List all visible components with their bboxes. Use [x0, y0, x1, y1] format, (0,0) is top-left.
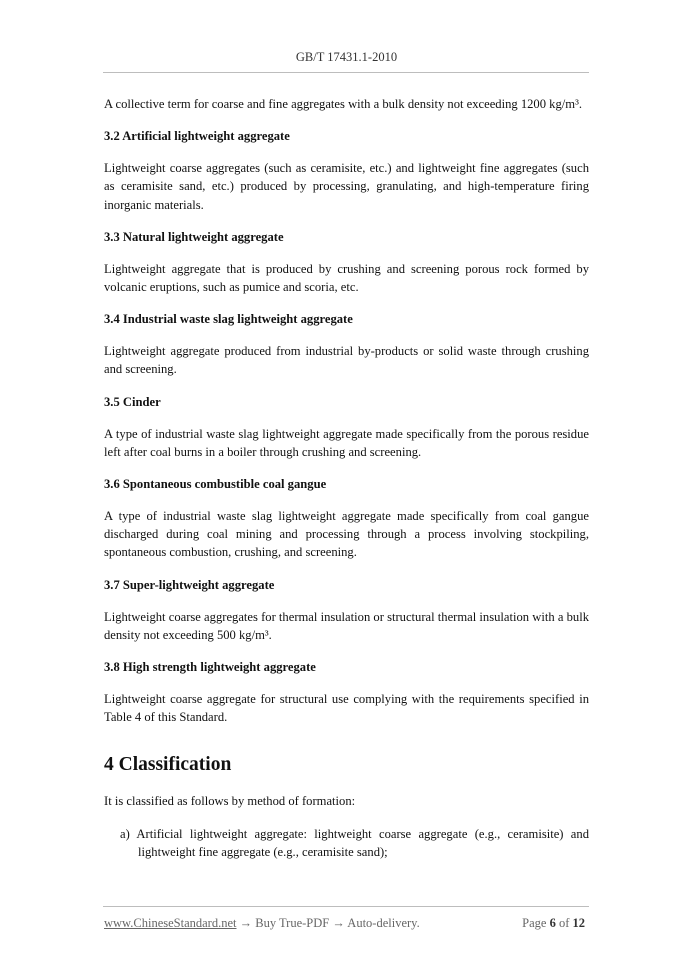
term-title-3-8: 3.8 High strength lightweight aggregate	[104, 660, 316, 675]
footer-promo	[104, 916, 420, 931]
list-item: a) Artificial lightweight aggregate: lightweight coarse aggregate (e.g., ceramisite) and lightweight fine aggregate (e.g., ceramisite sand);	[120, 826, 589, 859]
term-title-3-3: 3.3 Natural lightweight aggregate	[104, 229, 284, 244]
term-title-3-6: 3.6 Spontaneous combustible coal gangue	[104, 477, 327, 492]
classification-intro: It is classified as follows by method of formation:	[104, 794, 356, 809]
website-link[interactable]: www.ChineseStandard.net	[104, 916, 237, 930]
term-definition-3-2: Lightweight coarse aggregates (such as ceramisite, etc.) and lightweight fine aggregates (such as ceramisite sand, etc.) produced by processing, granulating, and high-temperature firing inorganic materials.	[104, 161, 589, 212]
page-number	[522, 916, 585, 931]
header-divider	[103, 72, 589, 73]
term-definition-3-6: A type of industrial waste slag lightweight aggregate made specifically from coal gangue discharged during coal mining and processing through a process involving stockpiling, spontaneous combustion, crushing, and screening.	[104, 509, 589, 560]
term-title-3-4: 3.4 Industrial waste slag lightweight aggregate	[104, 312, 353, 327]
footer-divider	[103, 906, 589, 907]
term-definition-3-5: A type of industrial waste slag lightweight aggregate made specifically from the porous residue left after coal burns in a boiler through crushing and screening.	[104, 426, 589, 459]
page-header	[0, 50, 693, 65]
promo-text: → Buy True-PDF → Auto-delivery.	[236, 916, 420, 930]
current-page: 6	[549, 916, 556, 930]
term-definition-3-4: Lightweight aggregate produced from industrial by-products or solid waste through crushing and screening.	[104, 344, 589, 377]
term-title-3-2: 3.2 Artificial lightweight aggregate	[104, 129, 290, 144]
page-content	[104, 95, 589, 875]
term-title-3-7: 3.7 Super-lightweight aggregate	[104, 577, 275, 592]
document-number: GB/T 17431.1-2010	[295, 50, 398, 64]
term-definition-3-3: Lightweight aggregate that is produced by crushing and screening porous rock formed by volcanic eruptions, such as pumice and scoria, etc.	[104, 261, 589, 295]
term-definition-3-8: Lightweight coarse aggregate for structural use complying with the requirements specified in Table 4 of this Standard.	[104, 692, 589, 725]
section-heading-classification: 4 Classification	[104, 754, 232, 776]
total-pages: 12	[572, 916, 585, 930]
term-definition-3-7: Lightweight coarse aggregates for thermal insulation or structural thermal insulation with a bulk density not exceeding 500 kg/m³.	[104, 609, 589, 642]
page-label: Page	[522, 916, 547, 930]
page-of-label: of	[558, 916, 570, 930]
intro-paragraph: A collective term for coarse and fine aggregates with a bulk density not exceeding 1200 kg/m³.	[104, 97, 582, 111]
term-title-3-5: 3.5 Cinder	[104, 394, 161, 409]
